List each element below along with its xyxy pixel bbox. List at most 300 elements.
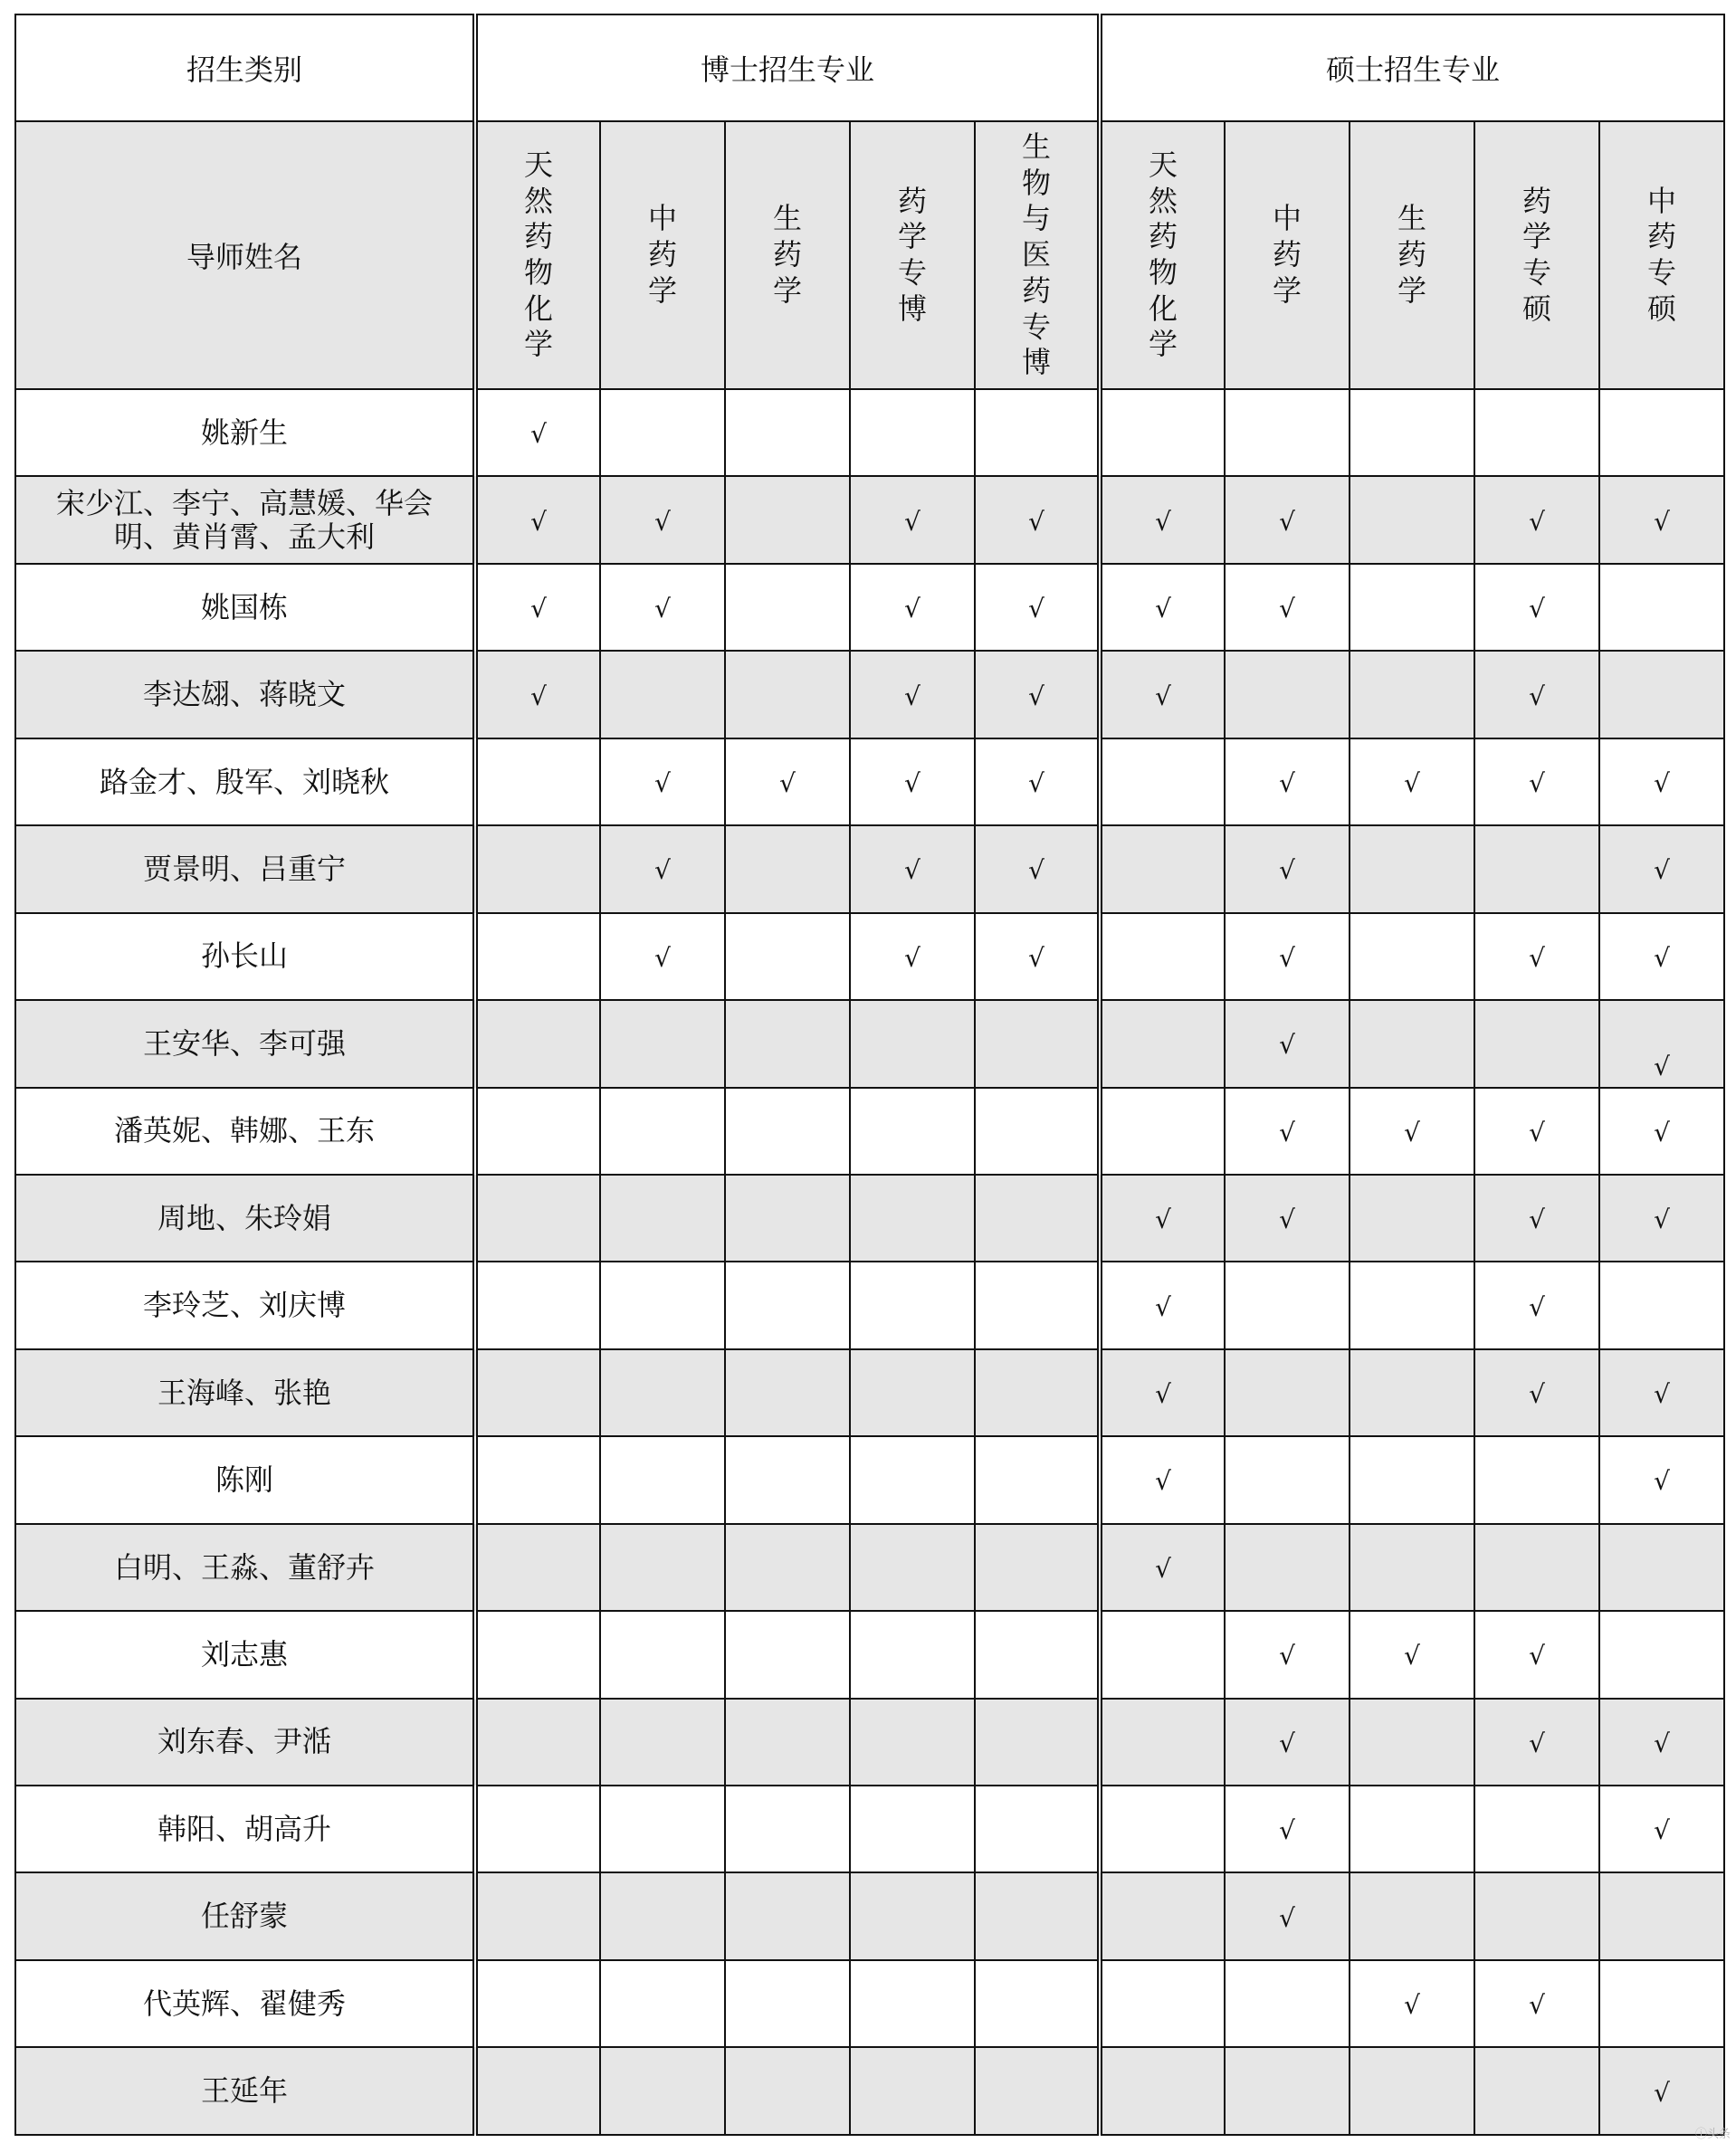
phd-check-cell xyxy=(850,1960,975,2047)
master-check-cell xyxy=(1350,1786,1474,1872)
phd-check-cell xyxy=(600,1175,725,1262)
phd-check-cell xyxy=(600,825,725,912)
check-mark: √ xyxy=(1529,1379,1545,1410)
check-mark: √ xyxy=(1279,1728,1295,1758)
phd-check-cell xyxy=(725,1699,850,1786)
check-mark: √ xyxy=(1529,1205,1545,1235)
check-mark: √ xyxy=(1028,594,1044,624)
phd-check-cell xyxy=(475,825,600,912)
table-row xyxy=(15,564,1724,651)
check-mark: √ xyxy=(654,855,671,886)
check-mark: √ xyxy=(530,419,547,450)
phd-check-cell xyxy=(475,1000,600,1087)
phd-check-cell xyxy=(600,564,725,651)
master-check-cell xyxy=(1599,1960,1724,2047)
master-check-cell xyxy=(1599,389,1724,476)
group-header-row xyxy=(15,14,1724,121)
phd-check-cell xyxy=(850,1699,975,1786)
master-check-cell xyxy=(1225,1786,1350,1872)
phd-check-cell xyxy=(850,1872,975,1959)
master-check-cell xyxy=(1225,1872,1350,1959)
check-mark: √ xyxy=(1529,1117,1545,1148)
master-check-cell xyxy=(1474,913,1599,1000)
phd-col-pharmacy-professional xyxy=(850,121,975,389)
master-check-cell xyxy=(1474,1524,1599,1611)
advisor-name-cell: 刘东春、尹湉 xyxy=(15,1699,475,1786)
phd-check-cell xyxy=(975,1611,1100,1698)
master-check-cell xyxy=(1474,1000,1599,1087)
master-check-cell xyxy=(1100,825,1225,912)
phd-check-cell xyxy=(600,476,725,563)
master-check-cell xyxy=(1100,1611,1225,1698)
phd-check-cell xyxy=(600,1349,725,1436)
phd-check-cell xyxy=(725,738,850,825)
phd-check-cell xyxy=(600,1436,725,1523)
phd-check-cell xyxy=(850,913,975,1000)
advisor-name-cell: 刘志惠 xyxy=(15,1611,475,1698)
master-check-cell xyxy=(1350,1175,1474,1262)
master-check-cell xyxy=(1225,1175,1350,1262)
phd-check-cell xyxy=(850,651,975,738)
table-row xyxy=(15,1175,1724,1262)
check-mark: √ xyxy=(1654,1466,1670,1497)
check-mark: √ xyxy=(1279,1815,1295,1846)
master-check-cell xyxy=(1474,1786,1599,1872)
check-mark: √ xyxy=(1279,942,1295,973)
check-mark: √ xyxy=(1279,1205,1295,1235)
check-mark: √ xyxy=(1529,1641,1545,1672)
master-check-cell xyxy=(1599,1786,1724,1872)
check-mark: √ xyxy=(1529,1728,1545,1758)
phd-check-cell xyxy=(600,389,725,476)
master-check-cell xyxy=(1474,1262,1599,1348)
check-mark: √ xyxy=(1279,1641,1295,1672)
check-mark: √ xyxy=(1654,1052,1670,1082)
master-check-cell xyxy=(1599,564,1724,651)
column-label: 中药专硕 xyxy=(1647,183,1677,326)
table-row xyxy=(15,1088,1724,1175)
phd-check-cell xyxy=(975,1960,1100,2047)
check-mark: √ xyxy=(904,767,920,798)
phd-check-cell xyxy=(725,1262,850,1348)
master-check-cell xyxy=(1350,2047,1474,2135)
table-row xyxy=(15,2047,1724,2135)
phd-check-cell xyxy=(850,476,975,563)
table-row xyxy=(15,476,1724,563)
master-check-cell xyxy=(1599,476,1724,563)
category-header: 招生类别 xyxy=(15,14,475,121)
master-col-tcm xyxy=(1225,121,1350,389)
advisor-name-cell: 路金才、殷军、刘晓秋 xyxy=(15,738,475,825)
phd-check-cell xyxy=(475,1699,600,1786)
phd-col-tcm xyxy=(600,121,725,389)
master-check-cell xyxy=(1599,1088,1724,1175)
column-label: 药学专硕 xyxy=(1522,183,1552,326)
check-mark: √ xyxy=(1404,1117,1420,1148)
master-check-cell xyxy=(1474,651,1599,738)
advisor-name-cell: 李玲芝、刘庆博 xyxy=(15,1262,475,1348)
phd-check-cell xyxy=(850,1175,975,1262)
phd-check-cell xyxy=(600,1611,725,1698)
master-check-cell xyxy=(1599,1262,1724,1348)
check-mark: √ xyxy=(1654,942,1670,973)
master-check-cell xyxy=(1100,564,1225,651)
phd-check-cell xyxy=(850,738,975,825)
phd-check-cell xyxy=(850,564,975,651)
master-check-cell xyxy=(1599,1175,1724,1262)
advisor-name-cell: 姚国栋 xyxy=(15,564,475,651)
column-label: 天然药物化学 xyxy=(523,147,553,362)
table-row xyxy=(15,1960,1724,2047)
phd-check-cell xyxy=(975,564,1100,651)
master-check-cell xyxy=(1100,651,1225,738)
phd-check-cell xyxy=(600,1699,725,1786)
check-mark: √ xyxy=(1654,2077,1670,2108)
master-check-cell xyxy=(1474,1436,1599,1523)
check-mark: √ xyxy=(654,942,671,973)
master-check-cell xyxy=(1350,825,1474,912)
master-check-cell xyxy=(1474,2047,1599,2135)
phd-check-cell xyxy=(475,1175,600,1262)
advisor-name-cell: 潘英妮、韩娜、王东 xyxy=(15,1088,475,1175)
check-mark: √ xyxy=(1155,506,1171,537)
phd-check-cell xyxy=(850,1349,975,1436)
check-mark: √ xyxy=(1654,1815,1670,1846)
master-check-cell xyxy=(1599,1524,1724,1611)
phd-check-cell xyxy=(725,1872,850,1959)
phd-check-cell xyxy=(725,1000,850,1087)
master-check-cell xyxy=(1225,651,1350,738)
check-mark: √ xyxy=(779,767,796,798)
master-check-cell xyxy=(1350,913,1474,1000)
phd-check-cell xyxy=(850,1000,975,1087)
master-check-cell xyxy=(1225,1262,1350,1348)
phd-check-cell xyxy=(475,1088,600,1175)
master-check-cell xyxy=(1350,738,1474,825)
phd-check-cell xyxy=(850,2047,975,2135)
check-mark: √ xyxy=(1279,506,1295,537)
table-row xyxy=(15,651,1724,738)
phd-check-cell xyxy=(600,913,725,1000)
advisor-name-cell: 王海峰、张艳 xyxy=(15,1349,475,1436)
phd-check-cell xyxy=(725,651,850,738)
phd-check-cell xyxy=(850,825,975,912)
phd-check-cell xyxy=(475,1436,600,1523)
phd-group-header: 博士招生专业 xyxy=(475,14,1100,121)
watermark: ⓘ头条 xyxy=(1694,2128,1731,2141)
phd-check-cell xyxy=(850,1524,975,1611)
phd-check-cell xyxy=(725,389,850,476)
check-mark: √ xyxy=(904,942,920,973)
master-check-cell xyxy=(1599,1699,1724,1786)
phd-check-cell xyxy=(975,1436,1100,1523)
check-mark: √ xyxy=(1279,1030,1295,1061)
phd-check-cell xyxy=(600,1872,725,1959)
phd-check-cell xyxy=(725,913,850,1000)
advisor-name-cell: 贾景明、吕重宁 xyxy=(15,825,475,912)
master-check-cell xyxy=(1100,389,1225,476)
master-check-cell xyxy=(1100,1088,1225,1175)
master-col-tcm-professional xyxy=(1599,121,1724,389)
master-check-cell xyxy=(1100,2047,1225,2135)
table-row xyxy=(15,913,1724,1000)
master-check-cell xyxy=(1350,1524,1474,1611)
master-check-cell xyxy=(1599,913,1724,1000)
phd-check-cell xyxy=(725,1349,850,1436)
phd-check-cell xyxy=(475,651,600,738)
phd-check-cell xyxy=(975,2047,1100,2135)
table-row xyxy=(15,1611,1724,1698)
table-row xyxy=(15,738,1724,825)
master-check-cell xyxy=(1474,1960,1599,2047)
master-check-cell xyxy=(1599,2047,1724,2135)
master-check-cell xyxy=(1350,1000,1474,1087)
phd-check-cell xyxy=(975,1786,1100,1872)
master-check-cell xyxy=(1350,1349,1474,1436)
phd-check-cell xyxy=(725,1524,850,1611)
master-check-cell xyxy=(1474,1611,1599,1698)
advisor-name-cell: 白明、王淼、董舒卉 xyxy=(15,1524,475,1611)
master-check-cell xyxy=(1350,1436,1474,1523)
advisor-header: 导师姓名 xyxy=(15,121,475,389)
master-check-cell xyxy=(1100,1000,1225,1087)
check-mark: √ xyxy=(1279,855,1295,886)
phd-check-cell xyxy=(475,1786,600,1872)
phd-check-cell xyxy=(850,1088,975,1175)
master-check-cell xyxy=(1474,825,1599,912)
phd-check-cell xyxy=(475,1524,600,1611)
check-mark: √ xyxy=(1155,1553,1171,1584)
master-col-pharmacy-professional xyxy=(1474,121,1599,389)
advisor-name-cell: 孙长山 xyxy=(15,913,475,1000)
master-check-cell xyxy=(1225,1524,1350,1611)
master-check-cell xyxy=(1225,2047,1350,2135)
table-row xyxy=(15,1872,1724,1959)
check-mark: √ xyxy=(904,681,920,711)
check-mark: √ xyxy=(1404,1641,1420,1672)
check-mark: √ xyxy=(1529,681,1545,711)
phd-check-cell xyxy=(850,1786,975,1872)
phd-check-cell xyxy=(725,564,850,651)
phd-check-cell xyxy=(975,738,1100,825)
phd-check-cell xyxy=(600,1262,725,1348)
master-check-cell xyxy=(1225,913,1350,1000)
master-col-pharmacognosy xyxy=(1350,121,1474,389)
phd-col-pharmacognosy xyxy=(725,121,850,389)
table-row xyxy=(15,1000,1724,1087)
check-mark: √ xyxy=(1654,506,1670,537)
master-check-cell xyxy=(1599,1000,1724,1087)
phd-check-cell xyxy=(725,1611,850,1698)
table-row xyxy=(15,825,1724,912)
master-check-cell xyxy=(1599,1872,1724,1959)
phd-check-cell xyxy=(725,825,850,912)
phd-check-cell xyxy=(975,651,1100,738)
phd-check-cell xyxy=(600,2047,725,2135)
phd-check-cell xyxy=(975,476,1100,563)
check-mark: √ xyxy=(1654,1728,1670,1758)
master-check-cell xyxy=(1599,1611,1724,1698)
advisor-name-cell: 姚新生 xyxy=(15,389,475,476)
phd-check-cell xyxy=(850,389,975,476)
check-mark: √ xyxy=(1155,1379,1171,1410)
check-mark: √ xyxy=(904,506,920,537)
master-col-natural-medicinal-chem xyxy=(1100,121,1225,389)
phd-check-cell xyxy=(975,1175,1100,1262)
check-mark: √ xyxy=(1654,1117,1670,1148)
master-check-cell xyxy=(1100,1699,1225,1786)
phd-check-cell xyxy=(600,1524,725,1611)
check-mark: √ xyxy=(1404,1990,1420,2021)
column-label: 生物与医药专博 xyxy=(1022,129,1052,380)
phd-check-cell xyxy=(475,476,600,563)
check-mark: √ xyxy=(1155,594,1171,624)
advisor-name-cell: 宋少江、李宁、高慧媛、华会明、黄肖霄、孟大利 xyxy=(15,476,475,563)
master-check-cell xyxy=(1100,1872,1225,1959)
check-mark: √ xyxy=(654,594,671,624)
check-mark: √ xyxy=(1654,767,1670,798)
phd-check-cell xyxy=(725,476,850,563)
master-check-cell xyxy=(1474,1088,1599,1175)
check-mark: √ xyxy=(1529,1990,1545,2021)
check-mark: √ xyxy=(1279,767,1295,798)
phd-check-cell xyxy=(975,1699,1100,1786)
master-check-cell xyxy=(1350,1699,1474,1786)
check-mark: √ xyxy=(1404,767,1420,798)
check-mark: √ xyxy=(1028,855,1044,886)
phd-check-cell xyxy=(725,1436,850,1523)
phd-check-cell xyxy=(475,1872,600,1959)
phd-check-cell xyxy=(475,913,600,1000)
phd-check-cell xyxy=(975,1262,1100,1348)
column-label: 天然药物化学 xyxy=(1149,147,1178,362)
check-mark: √ xyxy=(1028,942,1044,973)
phd-check-cell xyxy=(600,1786,725,1872)
master-group-header: 硕士招生专业 xyxy=(1100,14,1724,121)
check-mark: √ xyxy=(1654,1379,1670,1410)
table-row xyxy=(15,1349,1724,1436)
advisor-name-cell: 代英辉、翟健秀 xyxy=(15,1960,475,2047)
check-mark: √ xyxy=(1529,594,1545,624)
enrollment-table xyxy=(14,14,1725,2136)
master-check-cell xyxy=(1474,738,1599,825)
master-check-cell xyxy=(1225,738,1350,825)
master-check-cell xyxy=(1225,476,1350,563)
phd-check-cell xyxy=(975,913,1100,1000)
table-row xyxy=(15,1524,1724,1611)
phd-check-cell xyxy=(600,1960,725,2047)
phd-check-cell xyxy=(975,1000,1100,1087)
column-label: 生药学 xyxy=(1397,201,1427,308)
master-check-cell xyxy=(1350,1872,1474,1959)
master-check-cell xyxy=(1474,1872,1599,1959)
master-check-cell xyxy=(1100,1262,1225,1348)
master-check-cell xyxy=(1225,1088,1350,1175)
phd-check-cell xyxy=(725,1786,850,1872)
master-check-cell xyxy=(1225,389,1350,476)
check-mark: √ xyxy=(1279,1902,1295,1933)
phd-check-cell xyxy=(725,1088,850,1175)
table-row xyxy=(15,389,1724,476)
table-row xyxy=(15,1436,1724,1523)
phd-check-cell xyxy=(475,1611,600,1698)
phd-check-cell xyxy=(475,1262,600,1348)
advisor-name-cell: 李达翃、蒋晓文 xyxy=(15,651,475,738)
master-check-cell xyxy=(1100,1524,1225,1611)
check-mark: √ xyxy=(1155,681,1171,711)
master-check-cell xyxy=(1599,825,1724,912)
check-mark: √ xyxy=(1529,1291,1545,1322)
master-check-cell xyxy=(1225,1699,1350,1786)
check-mark: √ xyxy=(1529,506,1545,537)
phd-check-cell xyxy=(725,1960,850,2047)
phd-check-cell xyxy=(850,1262,975,1348)
phd-check-cell xyxy=(975,1088,1100,1175)
master-check-cell xyxy=(1350,1262,1474,1348)
master-check-cell xyxy=(1225,1349,1350,1436)
check-mark: √ xyxy=(1279,594,1295,624)
master-check-cell xyxy=(1599,738,1724,825)
check-mark: √ xyxy=(654,506,671,537)
table-row xyxy=(15,1262,1724,1348)
phd-check-cell xyxy=(850,1436,975,1523)
advisor-name-cell: 韩阳、胡高升 xyxy=(15,1786,475,1872)
table-row xyxy=(15,1699,1724,1786)
major-header-row xyxy=(15,121,1724,389)
phd-check-cell xyxy=(725,2047,850,2135)
phd-check-cell xyxy=(600,651,725,738)
master-check-cell xyxy=(1225,1436,1350,1523)
column-label: 药学专博 xyxy=(897,183,927,326)
phd-check-cell xyxy=(475,738,600,825)
phd-check-cell xyxy=(850,1611,975,1698)
master-check-cell xyxy=(1100,1960,1225,2047)
phd-check-cell xyxy=(600,1088,725,1175)
master-check-cell xyxy=(1225,1611,1350,1698)
master-check-cell xyxy=(1100,738,1225,825)
check-mark: √ xyxy=(654,767,671,798)
check-mark: √ xyxy=(1529,942,1545,973)
master-check-cell xyxy=(1225,1000,1350,1087)
master-check-cell xyxy=(1100,1175,1225,1262)
check-mark: √ xyxy=(530,506,547,537)
master-check-cell xyxy=(1350,1088,1474,1175)
master-check-cell xyxy=(1350,1611,1474,1698)
master-check-cell xyxy=(1350,389,1474,476)
check-mark: √ xyxy=(530,594,547,624)
check-mark: √ xyxy=(1028,681,1044,711)
column-label: 生药学 xyxy=(772,201,802,308)
master-check-cell xyxy=(1225,825,1350,912)
phd-check-cell xyxy=(975,1872,1100,1959)
phd-check-cell xyxy=(600,738,725,825)
phd-check-cell xyxy=(600,1000,725,1087)
master-check-cell xyxy=(1225,564,1350,651)
check-mark: √ xyxy=(1155,1466,1171,1497)
phd-check-cell xyxy=(975,825,1100,912)
check-mark: √ xyxy=(1654,855,1670,886)
phd-check-cell xyxy=(975,1349,1100,1436)
master-check-cell xyxy=(1100,1436,1225,1523)
phd-col-natural-medicinal-chem xyxy=(475,121,600,389)
master-check-cell xyxy=(1100,913,1225,1000)
table-row xyxy=(15,1786,1724,1872)
phd-check-cell xyxy=(975,389,1100,476)
phd-check-cell xyxy=(725,1175,850,1262)
check-mark: √ xyxy=(1529,767,1545,798)
master-check-cell xyxy=(1474,1175,1599,1262)
phd-check-cell xyxy=(475,1349,600,1436)
